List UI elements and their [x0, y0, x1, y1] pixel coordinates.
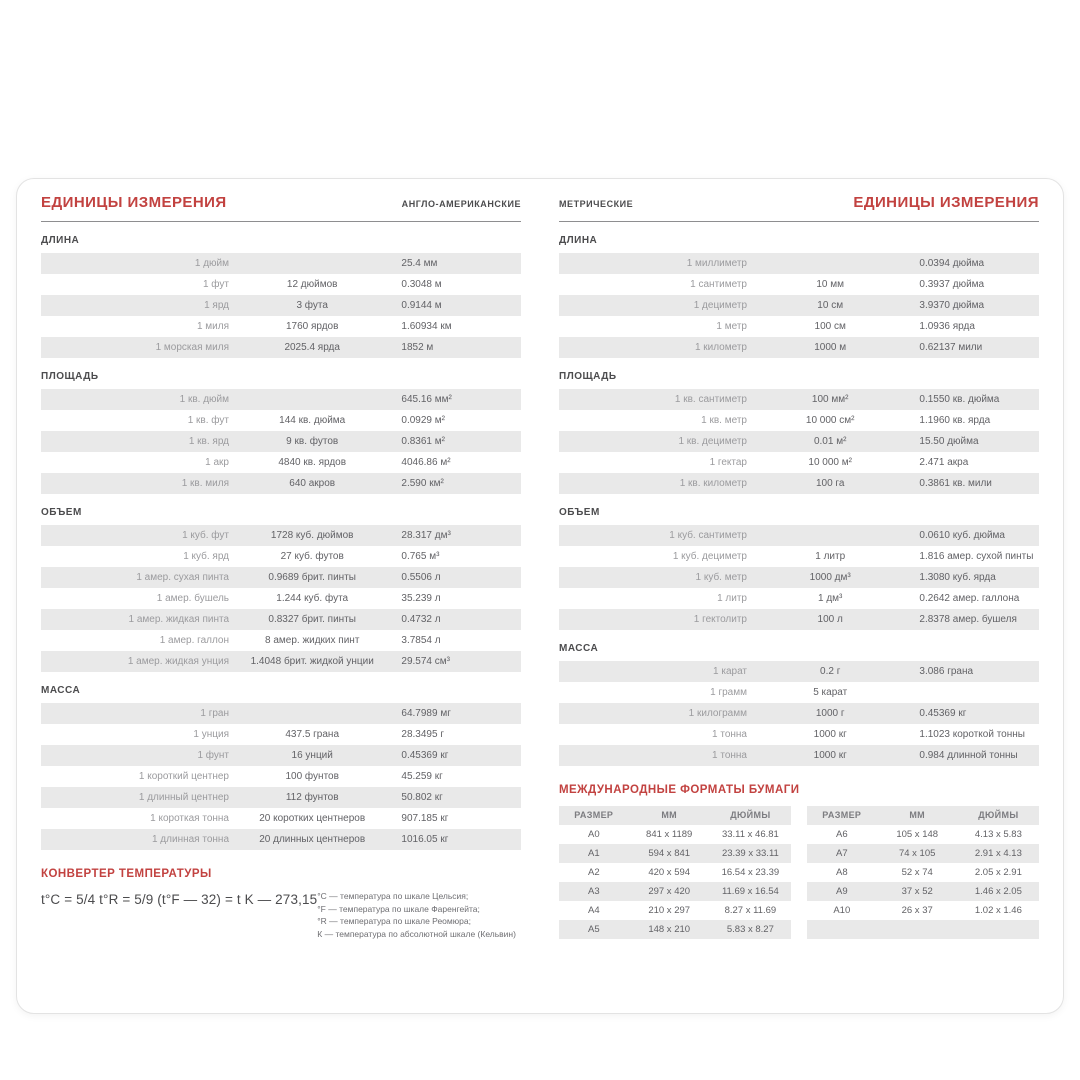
table-row [559, 567, 1039, 588]
section-label: ОБЪЕМ [559, 507, 600, 518]
equivalent-cell: 10 мм [816, 279, 845, 290]
size-cell: A1 [587, 848, 600, 859]
unit-cell: 1 тонна [712, 750, 747, 761]
unit-table [559, 661, 1039, 766]
value-cell: 1.1023 короткой тонны [919, 729, 1025, 740]
units-category-label: МЕТРИЧЕСКИЕ [559, 199, 634, 209]
table-row [559, 724, 1039, 745]
paper-row [807, 844, 1039, 863]
paper-row [559, 920, 791, 939]
section-label: ПЛОЩАДЬ [559, 371, 617, 382]
table-row [559, 609, 1039, 630]
table-row [559, 745, 1039, 766]
mm-cell: 105 x 148 [896, 829, 939, 840]
equivalent-cell: 20 длинных центнеров [259, 834, 366, 845]
unit-cell: 1 короткая тонна [150, 813, 229, 824]
table-row [559, 337, 1039, 358]
table-row [559, 525, 1039, 546]
left-unit-tables [41, 235, 521, 850]
value-cell: 2.8378 амер. бушеля [919, 614, 1017, 625]
value-cell: 3.086 грана [919, 666, 974, 677]
planner-spread [16, 178, 1064, 1014]
unit-cell: 1 дециметр [693, 300, 747, 311]
value-cell: 0.0929 м² [401, 415, 445, 426]
unit-cell: 1 короткий центнер [138, 771, 229, 782]
unit-cell: 1 метр [716, 321, 747, 332]
value-cell: 28.3495 г [401, 729, 444, 740]
unit-cell: 1 фунт [197, 750, 229, 761]
size-cell: A7 [835, 848, 848, 859]
table-row [559, 389, 1039, 410]
size-header: РАЗМЕР [822, 810, 862, 820]
unit-cell: 1 сантиметр [690, 279, 747, 290]
table-row [559, 253, 1039, 274]
size-cell: A6 [835, 829, 848, 840]
equivalent-cell: 1760 ярдов [285, 321, 339, 332]
unit-table [41, 253, 521, 358]
value-cell: 0.9144 м [401, 300, 442, 311]
equivalent-cell: 5 карат [813, 687, 848, 698]
temperature-note: °R — температура по шкале Реомюра; [317, 916, 471, 926]
equivalent-cell: 16 унций [291, 750, 333, 761]
table-row [559, 703, 1039, 724]
mm-cell: 52 x 74 [901, 867, 933, 878]
value-cell: 0.1550 кв. дюйма [919, 394, 1000, 405]
temperature-note: °F — температура по шкале Фаренгейта; [317, 903, 480, 914]
table-row [41, 787, 521, 808]
equivalent-cell: 20 коротких центнеров [259, 813, 366, 824]
equivalent-cell: 0.2 г [820, 666, 841, 677]
table-row [41, 410, 521, 431]
paper-table [559, 806, 791, 939]
table-row [559, 661, 1039, 682]
mm-header: ММ [909, 810, 926, 820]
equivalent-cell: 112 фунтов [285, 792, 339, 803]
equivalent-cell: 10 000 м² [808, 457, 852, 468]
unit-cell: 1 кв. фут [187, 415, 229, 426]
size-cell: A0 [587, 829, 600, 840]
equivalent-cell: 1.244 куб. фута [276, 593, 349, 604]
unit-cell: 1 длинный центнер [138, 792, 229, 803]
inches-header: ДЮЙМЫ [978, 810, 1019, 820]
table-row [559, 473, 1039, 494]
table-row [559, 410, 1039, 431]
unit-cell: 1 морская миля [155, 342, 229, 353]
table-row [41, 295, 521, 316]
equivalent-cell: 1728 куб. дюймов [270, 530, 354, 541]
value-cell: 1.0936 ярда [919, 321, 975, 332]
value-cell: 907.185 кг [401, 813, 449, 824]
inches-cell: 2.91 x 4.13 [974, 848, 1022, 859]
size-cell: A2 [587, 867, 600, 878]
temperature-converter-title: КОНВЕРТЕР ТЕМПЕРАТУРЫ [41, 868, 212, 880]
table-row [41, 808, 521, 829]
unit-cell: 1 кв. сантиметр [674, 394, 747, 405]
table-row [41, 274, 521, 295]
equivalent-cell: 1000 дм³ [809, 572, 851, 583]
value-cell: 4046.86 м² [401, 457, 451, 468]
left-page-header [41, 194, 521, 222]
unit-cell: 1 длинная тонна [151, 834, 229, 845]
value-cell: 28.317 дм³ [401, 530, 451, 541]
value-cell: 1.1960 кв. ярда [919, 415, 991, 426]
size-cell: A10 [833, 905, 851, 916]
unit-cell: 1 миллиметр [686, 258, 747, 269]
value-cell: 0.8361 м² [401, 436, 445, 447]
equivalent-cell: 3 фута [296, 300, 328, 311]
equivalent-cell: 1 литр [815, 551, 846, 562]
unit-cell: 1 амер. галлон [159, 635, 229, 646]
equivalent-cell: 9 кв. футов [286, 436, 339, 447]
equivalent-cell: 8 амер. жидких пинт [264, 635, 360, 646]
temperature-converter-body [41, 890, 521, 940]
value-cell: 15.50 дюйма [919, 436, 979, 447]
section-label: МАССА [41, 685, 81, 696]
unit-cell: 1 километр [694, 342, 747, 353]
size-cell: A9 [835, 886, 848, 897]
table-row [559, 316, 1039, 337]
mm-header: ММ [661, 810, 678, 820]
value-cell: 64.7989 мг [401, 708, 451, 719]
paper-row [559, 863, 791, 882]
value-cell: 3.9370 дюйма [919, 300, 985, 311]
right-page-header [559, 194, 1039, 222]
table-row [41, 703, 521, 724]
table-row [41, 766, 521, 787]
table-row [559, 274, 1039, 295]
section-label: МАССА [559, 643, 599, 654]
temperature-converter [41, 868, 521, 940]
mm-cell: 37 x 52 [901, 886, 933, 897]
unit-table [41, 525, 521, 672]
unit-table [41, 389, 521, 494]
section-label: ПЛОЩАДЬ [41, 371, 99, 382]
table-row [559, 452, 1039, 473]
equivalent-cell: 1000 кг [813, 750, 847, 761]
equivalent-cell: 1.4048 брит. жидкой унции [250, 656, 374, 667]
paper-row [807, 882, 1039, 901]
value-cell: 0.45369 кг [401, 750, 449, 761]
unit-cell: 1 амер. жидкая пинта [128, 614, 229, 625]
unit-table [559, 525, 1039, 630]
value-cell: 645.16 мм² [401, 394, 452, 405]
value-cell: 0.62137 мили [919, 342, 983, 353]
value-cell: 29.574 см³ [401, 656, 450, 667]
equivalent-cell: 100 га [815, 478, 845, 489]
inches-cell: 8.27 x 11.69 [724, 905, 777, 916]
table-row [41, 630, 521, 651]
value-cell: 0.4732 л [401, 614, 441, 625]
equivalent-cell: 27 куб. футов [280, 551, 344, 562]
equivalent-cell: 10 см [817, 300, 844, 311]
size-cell: A3 [587, 886, 600, 897]
right-page [559, 194, 1039, 999]
unit-cell: 1 дюйм [194, 258, 229, 269]
value-cell: 1.3080 куб. ярда [919, 572, 996, 583]
paper-row [559, 901, 791, 920]
equivalent-cell: 4840 кв. ярдов [278, 457, 347, 468]
paper-table [807, 806, 1039, 939]
paper-row [807, 901, 1039, 920]
table-row [41, 829, 521, 850]
table-row [559, 295, 1039, 316]
value-cell: 2.471 акра [919, 457, 969, 468]
inches-cell: 16.54 x 23.39 [721, 867, 780, 878]
paper-row [559, 882, 791, 901]
value-cell: 0.0610 куб. дюйма [919, 530, 1005, 541]
unit-cell: 1 куб. фут [182, 530, 229, 541]
paper-row [807, 825, 1039, 844]
table-row [559, 682, 1039, 703]
unit-cell: 1 кв. метр [701, 415, 747, 426]
size-cell: A5 [587, 924, 600, 935]
equivalent-cell: 2025.4 ярда [284, 342, 340, 353]
left-page [41, 194, 521, 999]
value-cell: 3.7854 л [401, 635, 441, 646]
equivalent-cell: 100 мм² [811, 394, 849, 405]
table-row [41, 588, 521, 609]
equivalent-cell: 0.9689 брит. пинты [268, 572, 356, 583]
inches-header: ДЮЙМЫ [730, 810, 771, 820]
temperature-formula: t°C = 5/4 t°R = 5/9 (t°F — 32) = t K — 273,15 [41, 892, 318, 907]
table-row [559, 546, 1039, 567]
unit-cell: 1 карат [713, 666, 747, 677]
unit-table [559, 389, 1039, 494]
units-category-label: АНГЛО-АМЕРИКАНСКИЕ [401, 199, 521, 209]
unit-cell: 1 кв. километр [679, 478, 747, 489]
equivalent-cell: 100 см [814, 321, 846, 332]
paper-row [559, 844, 791, 863]
unit-cell: 1 амер. сухая пинта [136, 572, 229, 583]
temperature-note: °С — температура по шкале Цельсия; [317, 891, 469, 901]
unit-cell: 1 ярд [204, 300, 229, 311]
inches-cell: 5.83 x 8.27 [726, 924, 774, 935]
value-cell: 1016.05 кг [401, 834, 449, 845]
paper-header-row [807, 806, 1039, 825]
equivalent-cell: 0.01 м² [813, 436, 847, 447]
unit-cell: 1 миля [196, 321, 229, 332]
section-label: ОБЪЕМ [41, 507, 82, 518]
unit-cell: 1 гектолитр [693, 614, 747, 625]
unit-cell: 1 куб. метр [695, 572, 747, 583]
equivalent-cell: 640 акров [289, 478, 336, 489]
unit-cell: 1 кв. дюйм [179, 394, 229, 405]
section-label: ДЛИНА [41, 235, 80, 246]
value-cell: 0.3048 м [401, 279, 442, 290]
unit-cell: 1 килограмм [688, 708, 747, 719]
inches-cell: 33.11 x 46.81 [721, 829, 779, 840]
table-row [41, 337, 521, 358]
unit-cell: 1 гран [200, 708, 229, 719]
value-cell: 45.259 кг [401, 771, 443, 782]
table-row [559, 431, 1039, 452]
unit-cell: 1 кв. ярд [188, 436, 229, 447]
unit-table [41, 703, 521, 850]
equivalent-cell: 1000 кг [813, 729, 847, 740]
unit-cell: 1 гектар [709, 457, 747, 468]
unit-cell: 1 кв. миля [181, 478, 229, 489]
value-cell: 0.984 длинной тонны [919, 750, 1018, 761]
unit-cell: 1 куб. дециметр [672, 551, 747, 562]
size-header: РАЗМЕР [574, 810, 614, 820]
paper-row [559, 825, 791, 844]
mm-cell: 594 x 841 [648, 848, 691, 859]
value-cell: 0.0394 дюйма [919, 258, 985, 269]
section-label: ДЛИНА [559, 235, 598, 246]
table-row [41, 745, 521, 766]
inches-cell: 1.02 x 1.46 [974, 905, 1022, 916]
mm-cell: 420 x 594 [648, 867, 691, 878]
inches-cell: 11.69 x 16.54 [721, 886, 779, 897]
temperature-note: К — температура по абсолютной шкале (Кельвин) [317, 928, 516, 939]
value-cell: 0.5506 л [401, 572, 441, 583]
paper-row [807, 920, 1039, 939]
table-row [41, 567, 521, 588]
unit-cell: 1 грамм [710, 687, 747, 698]
table-row [41, 389, 521, 410]
unit-cell: 1 тонна [712, 729, 747, 740]
value-cell: 0.3937 дюйма [919, 279, 985, 290]
table-row [559, 588, 1039, 609]
value-cell: 0.2642 амер. галлона [919, 593, 1020, 604]
equivalent-cell: 100 л [817, 614, 843, 625]
equivalent-cell: 1 дм³ [818, 593, 843, 604]
unit-cell: 1 фут [202, 279, 229, 290]
inches-cell: 23.39 x 33.11 [721, 848, 779, 859]
mm-cell: 210 x 297 [648, 905, 691, 916]
table-row [41, 525, 521, 546]
table-row [41, 431, 521, 452]
inches-cell: 2.05 x 2.91 [974, 867, 1022, 878]
equivalent-cell: 100 фунтов [285, 771, 339, 782]
mm-cell: 148 x 210 [648, 924, 691, 935]
value-cell: 1.816 амер. сухой пинты [919, 551, 1034, 562]
mm-cell: 74 x 105 [898, 848, 936, 859]
inches-cell: 4.13 x 5.83 [974, 829, 1022, 840]
value-cell: 0.765 м³ [401, 551, 440, 562]
right-unit-tables [559, 235, 1039, 766]
equivalent-cell: 437.5 грана [285, 729, 340, 740]
size-cell: A4 [587, 905, 600, 916]
value-cell: 50.802 кг [401, 792, 443, 803]
mm-cell: 297 x 420 [648, 886, 691, 897]
table-row [41, 316, 521, 337]
table-row [41, 452, 521, 473]
table-row [41, 724, 521, 745]
unit-cell: 1 куб. сантиметр [669, 530, 747, 541]
equivalent-cell: 10 000 см² [805, 415, 855, 426]
unit-cell: 1 унция [193, 729, 229, 740]
paper-header-row [559, 806, 791, 825]
value-cell: 2.590 км² [401, 478, 444, 489]
equivalent-cell: 144 кв. дюйма [279, 415, 346, 426]
mm-cell: 841 x 1189 [646, 829, 693, 840]
unit-cell: 1 амер. бушель [156, 593, 229, 604]
unit-cell: 1 акр [205, 457, 229, 468]
mm-cell: 26 x 37 [901, 905, 933, 916]
value-cell: 0.3861 кв. мили [919, 478, 992, 489]
unit-cell: 1 литр [717, 593, 747, 604]
unit-cell: 1 амер. жидкая унция [127, 656, 229, 667]
table-row [41, 546, 521, 567]
size-cell: A8 [835, 867, 848, 878]
paper-formats-title: МЕЖДУНАРОДНЫЕ ФОРМАТЫ БУМАГИ [559, 784, 800, 796]
value-cell: 1.60934 км [401, 321, 452, 332]
value-cell: 1852 м [401, 342, 434, 353]
value-cell: 0.45369 кг [919, 708, 967, 719]
table-row [41, 253, 521, 274]
paper-row [807, 863, 1039, 882]
equivalent-cell: 1000 г [815, 708, 845, 719]
unit-cell: 1 куб. ярд [183, 551, 229, 562]
equivalent-cell: 12 дюймов [286, 279, 338, 290]
table-row [41, 651, 521, 672]
value-cell: 25.4 мм [401, 258, 438, 269]
equivalent-cell: 0.8327 брит. пинты [268, 614, 356, 625]
table-row [41, 609, 521, 630]
page-title: ЕДИНИЦЫ ИЗМЕРЕНИЯ [41, 194, 227, 211]
table-row [41, 473, 521, 494]
paper-formats-tables [559, 806, 1039, 939]
temperature-notes [317, 890, 521, 940]
inches-cell: 1.46 x 2.05 [974, 886, 1022, 897]
value-cell: 35.239 л [401, 593, 441, 604]
unit-table [559, 253, 1039, 358]
paper-formats [559, 784, 1039, 939]
equivalent-cell: 1000 м [814, 342, 847, 353]
page-title: ЕДИНИЦЫ ИЗМЕРЕНИЯ [853, 194, 1039, 211]
unit-cell: 1 кв. дециметр [678, 436, 747, 447]
